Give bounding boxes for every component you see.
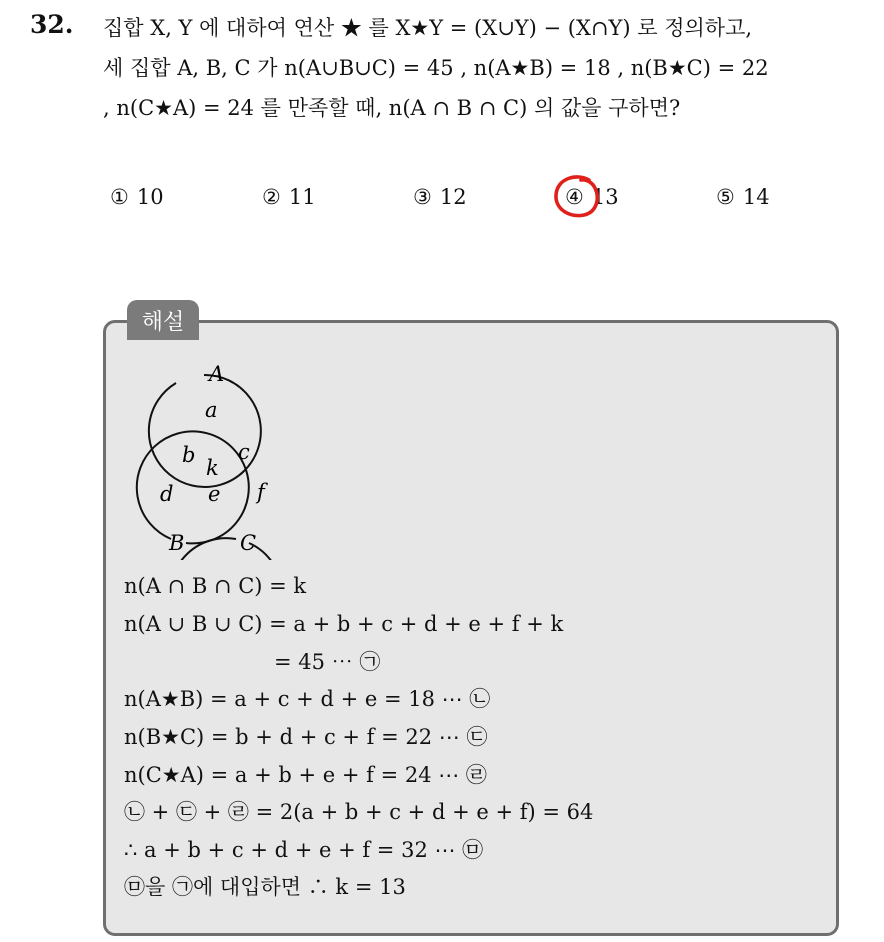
choice-2[interactable] [262,185,316,209]
solution-line-9: ㉤을 ㉠에 대입하면 ∴ k = 13 [124,875,406,899]
solution-tag: 해설 [127,300,199,340]
choice-1[interactable] [110,185,164,209]
choice-2-value: 11 [288,185,316,209]
choice-4-mark: ④ [565,185,584,209]
venn-diagram [118,355,318,560]
choice-3-value: 12 [439,185,467,209]
choice-3[interactable] [413,185,467,209]
solution-line-8: ∴ a + b + c + d + e + f = 32 ⋯ ㉤ [124,838,484,862]
venn-region-k: k [206,456,219,480]
venn-region-f: f [257,480,265,504]
solution-line-6: n(C★A) = a + b + e + f = 24 ⋯ ㉣ [124,763,487,787]
choice-1-value: 10 [136,185,164,209]
choice-5-mark: ⑤ [716,185,735,209]
solution-line-2: n(A ∪ B ∪ C) = a + b + c + d + e + f + k [124,612,564,636]
question-line-2: 세 집합 A, B, C 가 n(A∪B∪C) = 45 , n(A★B) = 18 , n(B★C) = 22 [103,56,769,80]
answer-circle-icon [551,174,603,220]
solution-line-4: n(A★B) = a + c + d + e = 18 ⋯ ㉡ [124,687,491,711]
venn-region-c: c [238,440,250,464]
solution-line-1: n(A ∩ B ∩ C) = k [124,574,307,598]
venn-region-b: b [182,443,196,467]
solution-line-3: = 45 ⋯ ㉠ [274,650,381,674]
choice-5[interactable] [716,185,770,209]
venn-set-label-b: B [169,531,185,555]
question-line-3: , n(C★A) = 24 를 만족할 때, n(A ∩ B ∩ C) 의 값을 구하면? [103,96,681,120]
question-number: 32. [30,10,74,39]
choice-4-value: 13 [591,185,619,209]
question-line-1: 집합 X, Y 에 대하여 연산 ★ 를 X★Y = (X∪Y) − (X∩Y) 로 정의하고, [103,16,753,40]
venn-circle-a [149,375,261,487]
venn-set-label-a: A [209,362,225,386]
choice-2-mark: ② [262,185,281,209]
venn-set-label-c: C [240,531,257,555]
solution-line-5: n(B★C) = b + d + c + f = 22 ⋯ ㉢ [124,725,488,749]
choice-5-value: 14 [742,185,770,209]
solution-line-7: ㉡ + ㉢ + ㉣ = 2(a + b + c + d + e + f) = 64 [124,800,594,824]
choice-3-mark: ③ [413,185,432,209]
venn-circle-c [170,538,282,560]
venn-region-d: d [160,482,174,506]
choice-1-mark: ① [110,185,129,209]
venn-region-e: e [208,482,221,506]
venn-region-a: a [205,398,218,422]
